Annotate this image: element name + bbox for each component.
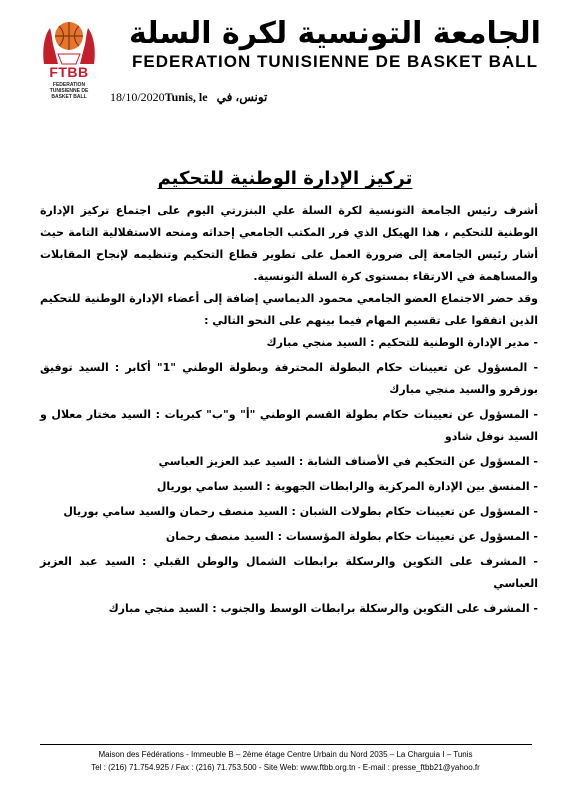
list-item: - المنسق بين الإدارة المركزية والرابطات الجهوية : السيد سامي بوريال	[156, 480, 538, 493]
date-prefix-fr: Tunis, le	[164, 90, 208, 104]
federation-name-arabic: الجامعة التونسية لكرة السلة	[129, 16, 541, 51]
footer-divider	[40, 744, 532, 745]
footer-address: Maison des Fédérations - Immeuble B – 2ème étage Centre Urbain du Nord 2035 – La Charguia I – Tunis	[98, 750, 473, 759]
date-prefix-ar: تونس، في	[216, 90, 268, 104]
list-item: - المشرف على التكوين والرسكلة برابطات الشمال والوطن القبلي : السيد عبد العزيز العباسي	[40, 555, 538, 590]
logo-subtext-2: TUNISIENNE DE	[49, 88, 89, 94]
paragraph-intro: أشرف رئيس الجامعة التونسية لكرة السلة علي البنزرتي اليوم على اجتماع تركيز الإدارة الوطنية للتحكيم ، هذا الهيكل الذي قرر المكتب الجامعي إحداثه ومنحه الاستقلالية التامة حيث أشار رئيس الجامعة إلى ضرورة العمل على تطوير قطاع التحكيم وتنظيمه لإنجاح المقابلات والمساهمة في الارتقاء بمستوى كرة السلة التونسية.	[40, 204, 538, 283]
dateline	[110, 90, 267, 105]
list-item: - المسؤول عن تعيينات حكام بطولات الشبان : السيد منصف رحمان والسيد سامي بوريال	[63, 505, 538, 518]
basketball-hands-icon	[38, 14, 100, 66]
assignments-list	[40, 332, 538, 620]
list-item: - المسؤول عن تعيينات حكام بطولة المؤسسات : السيد منصف رحمان	[165, 530, 538, 543]
ftbb-logo	[38, 14, 100, 110]
document-title: تركيز الإدارة الوطنية للتحكيم	[157, 168, 413, 189]
list-item: - المسؤول عن تعيينات حكام البطولة المحترفة وبطولة الوطني "1" أكابر : السيد توفيق بوزقرو والسيد منجي مبارك	[40, 361, 539, 396]
logo-subtext-1: FEDERATION	[52, 82, 86, 88]
list-item: - المشرف على التكوين والرسكلة برابطات الوسط والجنوب : السيد منجي مبارك	[108, 602, 538, 615]
paragraph-attendance: وقد حضر الاجتماع العضو الجامعي محمود الديماسي إضافة إلى أعضاء الإدارة الوطنية للتحكيم الذين اتفقوا على تقسيم المهام فيما بينهم على النحو التالي :	[40, 292, 538, 327]
date-value: 18/10/2020	[110, 90, 165, 104]
list-item: - مدير الإدارة الوطنية للتحكيم : السيد منجي مبارك	[266, 336, 538, 349]
logo-subtext-3: BASKET BALL	[51, 94, 87, 100]
logo-acronym: FTBB	[49, 64, 89, 80]
federation-name-french: FEDERATION TUNISIENNE DE BASKET BALL	[132, 52, 538, 71]
list-item: - المسؤول عن تعيينات حكام بطولة القسم الوطني "أ" و"ب" كبريات : السيد مختار معلال و السيد نوفل شادو	[40, 408, 538, 443]
list-item: - المسؤول عن التحكيم في الأصناف الشابة : السيد عبد العزيز العباسي	[158, 455, 538, 468]
footer-contact: Tel : (216) 71.754.925 / Fax : (216) 71.753.500 - Site Web: www.ftbb.org.tn - E-mail : presse_ftbb21@yahoo.fr	[91, 763, 480, 772]
letterhead	[0, 0, 571, 112]
document-body	[40, 200, 538, 623]
